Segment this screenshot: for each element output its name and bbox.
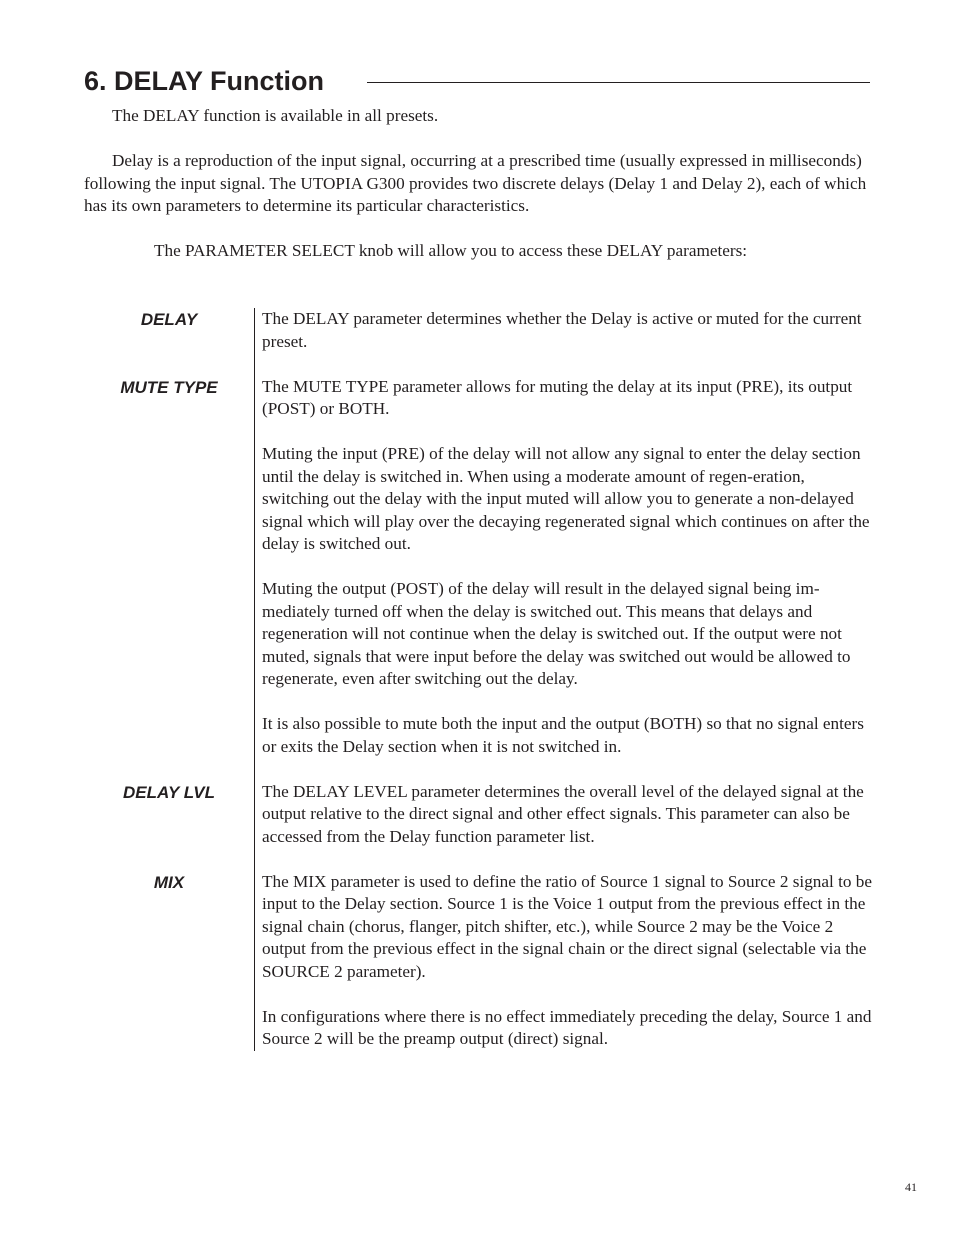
parameter-paragraph: The MIX parameter is used to define the ratio of Source 1 signal to Source 2 signal to be input to the Delay section. Source 1 is the Voice 1 output from the previous effect in the signal chain (chorus, flanger, pitch shifter, etc.), while Source 2 may be the Voice 2 output from the previous effect in the signal chain or the direct signal (selectable via the SOURCE 2 parameter). <box>262 871 872 981</box>
parameter-delay-lvl <box>84 781 874 871</box>
parameter-paragraph: It is also possible to mute both the input and the output (BOTH) so that no signal enters or exits the Delay section when it is not switched in. <box>262 714 864 756</box>
parameter-paragraph: In configurations where there is no effect immediately preceding the delay, Source 1 and Source 2 will be the preamp output (direct) signal. <box>262 1006 872 1048</box>
parameter-term-delay-lvl: DELAY LVL <box>123 782 215 802</box>
section-header <box>84 58 870 102</box>
parameter-paragraph: The DELAY LEVEL parameter determines the overall level of the delayed signal at the output relative to the direct signal and other effect signals. This parameter can also be accessed from the Delay function parameter list. <box>262 781 864 846</box>
title-rule <box>367 82 870 83</box>
parameter-desc-delay-lvl <box>254 781 874 871</box>
parameter-paragraph: The MUTE TYPE parameter allows for muting the delay at its input (PRE), its output (POST) or BOTH. <box>262 376 853 418</box>
parameter-mix <box>84 871 874 1051</box>
parameter-delay <box>84 308 874 376</box>
parameter-mute-type <box>84 376 874 781</box>
intro-description: Delay is a reproduction of the input signal, occurring at a prescribed time (usually expressed in milliseconds) following the input signal. The UTOPIA G300 provides two discrete delays (Delay 1 and Delay 2), each of which has its own parameters to determine its particular characteristics. <box>84 151 867 215</box>
parameter-desc-mute-type <box>254 376 874 781</box>
parameter-paragraph: The DELAY parameter determines whether the Delay is active or muted for the current preset. <box>262 309 862 351</box>
parameter-paragraph: Muting the output (POST) of the delay will result in the delayed signal being im-mediately turned off when the delay is switched out. This means that delays and regeneration will not continue when the delay is switched out. If the output were not muted, signals that were input before the delay was switched out would be allowed to regenerate, even after switching out the delay. <box>262 579 851 688</box>
parameter-paragraph: Muting the input (PRE) of the delay will not allow any signal to enter the delay section until the delay is switched in. When using a moderate amount of regen-eration, switching out the delay with the input muted will allow you to generate a non-delayed signal which will play over the decaying regenerated signal which continues on after the delay is switched out. <box>262 444 870 553</box>
intro-availability: The DELAY function is available in all presets. <box>112 106 439 125</box>
parameter-term-mute-type: MUTE TYPE <box>120 377 218 397</box>
section-title: 6. DELAY Function <box>84 66 325 96</box>
page-number: 41 <box>905 1180 917 1194</box>
parameter-term-delay: DELAY <box>140 310 198 329</box>
parameter-term-mix: MIX <box>153 872 185 892</box>
intro-parameter-select: The PARAMETER SELECT knob will allow you to access these DELAY parameters: <box>154 241 748 260</box>
parameter-list <box>84 308 874 1051</box>
parameter-desc-delay <box>254 308 874 376</box>
parameter-desc-mix <box>254 871 874 1051</box>
